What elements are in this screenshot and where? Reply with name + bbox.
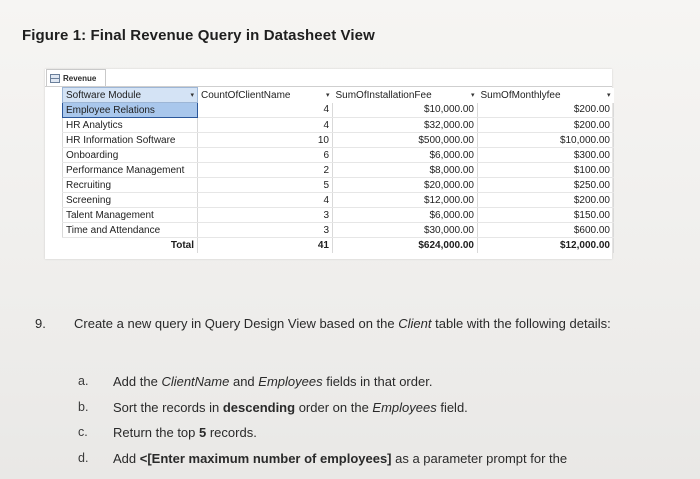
item-letter-b: b. <box>78 400 89 414</box>
column-header-installation[interactable] <box>333 88 478 103</box>
item-text-italic: Employees <box>258 374 323 389</box>
question-text-italic: Client <box>398 316 432 331</box>
column-header-software-module[interactable] <box>63 88 198 103</box>
datasheet-table <box>62 87 614 253</box>
cell-monthly[interactable]: $250.00 <box>478 178 614 193</box>
dropdown-arrow-icon[interactable]: ▾ <box>325 92 330 99</box>
table-row[interactable] <box>63 193 614 208</box>
query-icon <box>50 74 60 83</box>
cell-count[interactable]: 3 <box>198 223 333 238</box>
table-row[interactable] <box>63 178 614 193</box>
item-letter-d: d. <box>78 451 89 465</box>
cell-module[interactable]: Onboarding <box>63 148 198 163</box>
item-text-part: Add the <box>113 374 162 389</box>
item-a-text <box>113 374 432 389</box>
item-letter-a: a. <box>78 374 89 388</box>
item-text-part: records. <box>206 425 257 440</box>
cell-count[interactable]: 6 <box>198 148 333 163</box>
figure-title: Figure 1: Final Revenue Query in Datasheet View <box>22 27 375 44</box>
cell-monthly[interactable]: $600.00 <box>478 223 614 238</box>
cell-installation[interactable]: $500,000.00 <box>333 133 478 148</box>
table-row[interactable] <box>63 103 614 118</box>
cell-monthly[interactable]: $150.00 <box>478 208 614 223</box>
column-header-count[interactable] <box>198 88 333 103</box>
total-row <box>63 238 614 253</box>
cell-installation[interactable]: $12,000.00 <box>333 193 478 208</box>
total-installation: $624,000.00 <box>333 238 478 253</box>
cell-module[interactable]: HR Information Software <box>63 133 198 148</box>
cell-installation[interactable]: $20,000.00 <box>333 178 478 193</box>
table-row[interactable] <box>63 118 614 133</box>
item-text-italic: Employees <box>372 400 437 415</box>
item-d-text <box>113 451 567 466</box>
table-row[interactable] <box>63 208 614 223</box>
item-text-bold: 5 <box>199 425 207 440</box>
table-row[interactable] <box>63 148 614 163</box>
cell-count[interactable]: 5 <box>198 178 333 193</box>
column-label: Software Module <box>66 89 142 101</box>
query-tab-label: Revenue <box>63 73 97 83</box>
column-header-monthly[interactable] <box>478 88 614 103</box>
table-row[interactable] <box>63 163 614 178</box>
item-text-bold: <[Enter maximum number of employees] <box>139 451 392 466</box>
question-text <box>74 316 674 332</box>
column-label: SumOfMonthlyfee <box>480 89 561 101</box>
cell-installation[interactable]: $6,000.00 <box>333 208 478 223</box>
item-letter-c: c. <box>78 425 88 439</box>
cell-module[interactable]: HR Analytics <box>63 118 198 133</box>
table-row[interactable] <box>63 223 614 238</box>
cell-module[interactable]: Performance Management <box>63 163 198 178</box>
item-text-part: Add <box>113 451 140 466</box>
cell-count[interactable]: 4 <box>198 193 333 208</box>
cell-monthly[interactable]: $300.00 <box>478 148 614 163</box>
total-label: Total <box>63 238 198 253</box>
item-text-part: Sort the records in <box>113 400 223 415</box>
cell-monthly[interactable]: $100.00 <box>478 163 614 178</box>
cell-count[interactable]: 3 <box>198 208 333 223</box>
cell-installation[interactable]: $10,000.00 <box>333 103 478 118</box>
cell-module[interactable]: Time and Attendance <box>63 223 198 238</box>
dropdown-arrow-icon[interactable]: ▾ <box>606 92 611 99</box>
item-text-bold: descending <box>222 400 296 415</box>
cell-monthly[interactable]: $10,000.00 <box>478 133 614 148</box>
dropdown-arrow-icon[interactable]: ▾ <box>470 92 475 99</box>
cell-installation[interactable]: $30,000.00 <box>333 223 478 238</box>
cell-count[interactable]: 4 <box>198 103 333 118</box>
cell-installation[interactable]: $8,000.00 <box>333 163 478 178</box>
question-number: 9. <box>35 316 46 331</box>
item-text-part: field. <box>436 400 468 415</box>
item-b-text <box>113 400 468 415</box>
cell-module[interactable]: Talent Management <box>63 208 198 223</box>
column-label: SumOfInstallationFee <box>335 89 432 101</box>
cell-monthly[interactable]: $200.00 <box>478 103 614 118</box>
total-count: 41 <box>198 238 333 253</box>
cell-monthly[interactable]: $200.00 <box>478 118 614 133</box>
cell-count[interactable]: 2 <box>198 163 333 178</box>
item-text-part: and <box>229 374 259 389</box>
query-tab[interactable] <box>46 69 106 86</box>
cell-installation[interactable]: $32,000.00 <box>333 118 478 133</box>
column-label: CountOfClientName <box>201 89 291 101</box>
item-c-text <box>113 425 257 440</box>
table-row[interactable] <box>63 133 614 148</box>
item-text-part: order on the <box>295 400 373 415</box>
item-text-italic: ClientName <box>161 374 230 389</box>
item-text-part: Return the top <box>113 425 199 440</box>
cell-installation[interactable]: $6,000.00 <box>333 148 478 163</box>
cell-module[interactable]: Employee Relations <box>63 103 198 118</box>
cell-module[interactable]: Recruiting <box>63 178 198 193</box>
cell-monthly[interactable]: $200.00 <box>478 193 614 208</box>
header-row <box>63 88 614 103</box>
question-text-part: table with the following details: <box>431 316 611 331</box>
item-text-part: as a parameter prompt for the <box>391 451 568 466</box>
item-text-part: fields in that order. <box>322 374 433 389</box>
cell-count[interactable]: 10 <box>198 133 333 148</box>
dropdown-arrow-icon[interactable]: ▾ <box>190 92 194 99</box>
cell-count[interactable]: 4 <box>198 118 333 133</box>
total-monthly: $12,000.00 <box>478 238 614 253</box>
question-text-part: Create a new query in Query Design View based on the <box>74 316 399 331</box>
cell-module[interactable]: Screening <box>63 193 198 208</box>
